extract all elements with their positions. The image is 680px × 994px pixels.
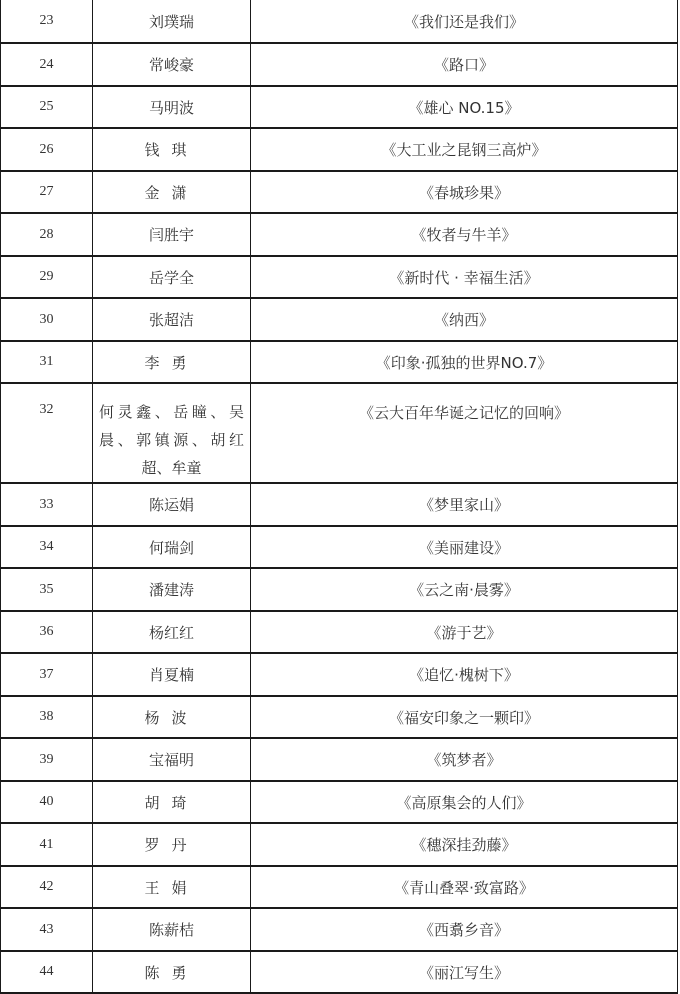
table-row [1,951,678,993]
author-name: 罗丹 [93,823,251,866]
row-number: 23 [1,0,93,43]
row-number: 31 [1,341,93,383]
author-name: 李勇 [93,341,251,383]
author-name: 钱琪 [93,128,251,171]
author-name: 肖夏楠 [93,653,251,696]
row-number: 44 [1,951,93,993]
work-title: 《穗深挂劲藤》 [251,823,678,866]
author-name: 陈勇 [93,951,251,993]
work-title: 《福安印象之一颗印》 [251,696,678,738]
work-title: 《我们还是我们》 [251,0,678,43]
row-number: 39 [1,738,93,781]
table-row [1,128,678,171]
work-title: 《雄心 NO.15》 [251,86,678,128]
row-number: 28 [1,213,93,256]
author-name: 何灵鑫、岳瞳、吴晨、郭镇源、胡红超、牟童 [93,383,251,483]
author-name: 何瑞剑 [93,526,251,568]
author-name: 潘建涛 [93,568,251,611]
table-row [1,696,678,738]
work-title: 《新时代 · 幸福生活》 [251,256,678,298]
row-number: 33 [1,483,93,526]
table-row [1,213,678,256]
table-row [1,568,678,611]
row-number: 36 [1,611,93,653]
table-row [1,866,678,908]
table-row [1,43,678,86]
work-title: 《梦里家山》 [251,483,678,526]
author-name: 张超洁 [93,298,251,341]
row-number: 24 [1,43,93,86]
table-row [1,171,678,213]
work-title: 《路口》 [251,43,678,86]
author-name: 杨波 [93,696,251,738]
work-title: 《筑梦者》 [251,738,678,781]
work-title: 《西翥乡音》 [251,908,678,951]
table-row [1,653,678,696]
row-number: 42 [1,866,93,908]
work-title: 《云大百年华诞之记忆的回响》 [251,383,678,483]
work-title: 《追忆·槐树下》 [251,653,678,696]
author-name: 宝福明 [93,738,251,781]
table-row [1,298,678,341]
row-number: 32 [1,383,93,483]
table-row [1,823,678,866]
work-title: 《青山叠翠·致富路》 [251,866,678,908]
table-row [1,781,678,823]
work-title: 《春城珍果》 [251,171,678,213]
work-title: 《印象·孤独的世界NO.7》 [251,341,678,383]
work-title: 《高原集会的人们》 [251,781,678,823]
row-number: 34 [1,526,93,568]
author-name: 常峻豪 [93,43,251,86]
author-name: 王娟 [93,866,251,908]
table-row [1,738,678,781]
row-number: 25 [1,86,93,128]
author-name: 胡琦 [93,781,251,823]
row-number: 43 [1,908,93,951]
work-title: 《牧者与牛羊》 [251,213,678,256]
table-row [1,383,678,483]
author-name: 刘璞瑞 [93,0,251,43]
author-name: 马明波 [93,86,251,128]
table-row [1,611,678,653]
row-number: 27 [1,171,93,213]
author-name: 闫胜宇 [93,213,251,256]
work-title: 《云之南·晨雾》 [251,568,678,611]
work-title: 《丽江写生》 [251,951,678,993]
works-table-body [1,0,678,993]
author-name: 陈运娟 [93,483,251,526]
row-number: 37 [1,653,93,696]
work-title: 《美丽建设》 [251,526,678,568]
table-row [1,341,678,383]
row-number: 41 [1,823,93,866]
row-number: 29 [1,256,93,298]
author-name: 金潇 [93,171,251,213]
table-row [1,256,678,298]
row-number: 30 [1,298,93,341]
row-number: 38 [1,696,93,738]
table-row [1,86,678,128]
row-number: 35 [1,568,93,611]
table-row [1,0,678,43]
table-row [1,908,678,951]
table-row [1,483,678,526]
row-number: 40 [1,781,93,823]
work-title: 《大工业之昆钢三高炉》 [251,128,678,171]
work-title: 《游于艺》 [251,611,678,653]
author-name: 岳学全 [93,256,251,298]
work-title: 《纳西》 [251,298,678,341]
row-number: 26 [1,128,93,171]
author-name: 陈薪桔 [93,908,251,951]
author-name: 杨红红 [93,611,251,653]
table-row [1,526,678,568]
